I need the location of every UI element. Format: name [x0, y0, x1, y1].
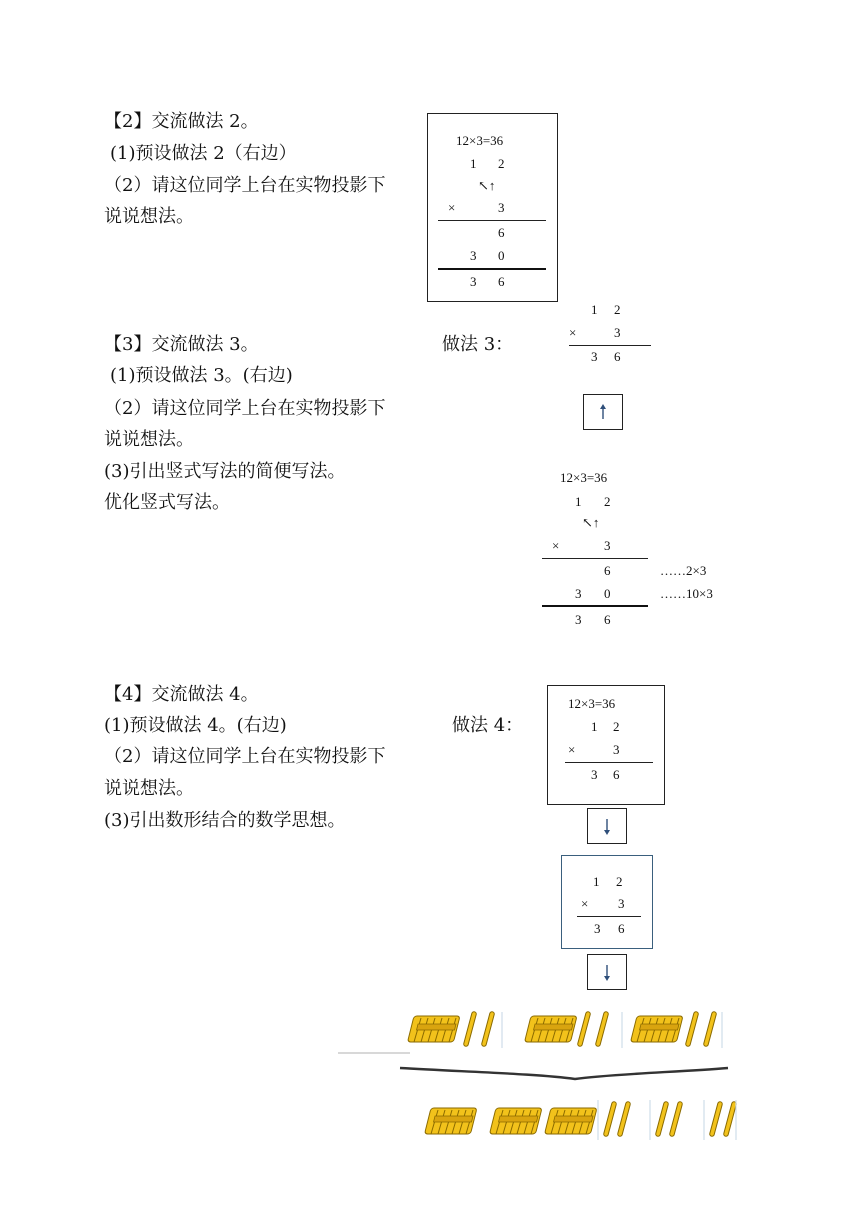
method2-sum-tens: 3 — [470, 274, 477, 289]
method3-detail-partial2-ones: 0 — [604, 586, 611, 601]
method3-label: 做法 3： — [442, 334, 514, 355]
stick-bundle-icon — [425, 1108, 477, 1134]
method2-arrows: ↖↑ — [478, 178, 496, 193]
method3-detail-partial2-tens: 3 — [575, 586, 582, 601]
section2-step2: （2）请这位同学上台在实物投影下 — [104, 175, 386, 196]
section2-title: 【2】交流做法 2。 — [104, 111, 259, 132]
method2-equation: 12×3=36 — [456, 133, 504, 148]
stick-bundle-icon — [490, 1108, 542, 1134]
single-stick-icon — [658, 1104, 666, 1134]
single-stick-icon — [620, 1104, 628, 1134]
method2-digit-ones: 2 — [498, 156, 505, 171]
single-stick-icon — [672, 1104, 680, 1134]
method3-detail-arrows: ↖↑ — [582, 515, 600, 530]
section3-step1: (1)预设做法 3。(右边) — [110, 365, 293, 386]
method2-partial2-tens: 3 — [470, 248, 477, 263]
method2-digit-tens: 1 — [470, 156, 477, 171]
section3-step2-cont: 说说想法。 — [104, 429, 194, 450]
single-stick-icon — [580, 1014, 588, 1044]
stick-bundle-icon — [631, 1016, 683, 1042]
method4-times-sign: × — [568, 742, 576, 757]
single-stick-icon — [606, 1104, 614, 1134]
section3-step2: （2）请这位同学上台在实物投影下 — [104, 398, 386, 419]
method4b-sum-tens: 3 — [594, 921, 601, 936]
section4-step2-cont: 说说想法。 — [104, 778, 194, 799]
method3-sum-ones: 6 — [614, 349, 621, 364]
method3-times-sign: × — [569, 325, 577, 340]
method3-digit-tens: 1 — [591, 302, 598, 317]
method3-detail-equation: 12×3=36 — [560, 470, 608, 485]
method2-times-sign: × — [448, 200, 456, 215]
method2-partial1: 6 — [498, 225, 505, 240]
method4-sum-ones: 6 — [613, 767, 620, 782]
single-stick-icon — [712, 1104, 720, 1134]
section4-step2: （2）请这位同学上台在实物投影下 — [104, 746, 386, 767]
single-stick-icon — [706, 1014, 714, 1044]
method3-detail-sum-tens: 3 — [575, 612, 582, 627]
section4-title: 【4】交流做法 4。 — [104, 684, 259, 705]
method3-detail-times-sign: × — [552, 538, 560, 553]
method3-digit-ones: 2 — [614, 302, 621, 317]
single-stick-icon — [598, 1014, 606, 1044]
method4b-multiplier: 3 — [618, 896, 625, 911]
method2-partial2-ones: 0 — [498, 248, 505, 263]
method2-sum-ones: 6 — [498, 274, 505, 289]
method4-sum-tens: 3 — [591, 767, 598, 782]
section4-step1: (1)预设做法 4。(右边) — [104, 715, 287, 736]
method4b-digit-ones: 2 — [616, 874, 623, 889]
section2-step2-cont: 说说想法。 — [104, 206, 194, 227]
single-stick-icon — [688, 1014, 696, 1044]
method3-sum-tens: 3 — [591, 349, 598, 364]
method3-detail-note2: ……10×3 — [660, 586, 713, 601]
method4b-digit-tens: 1 — [593, 874, 600, 889]
method4-digit-ones: 2 — [613, 719, 620, 734]
section3-step3: (3)引出竖式写法的简便写法。 — [104, 461, 346, 482]
stick-bundle-icon — [545, 1108, 597, 1134]
single-stick-icon — [466, 1014, 474, 1044]
method4b-sum-ones: 6 — [618, 921, 625, 936]
section3-step4: 优化竖式写法。 — [104, 492, 230, 513]
section2-step1: (1)预设做法 2（右边） — [110, 143, 297, 164]
method4b-times-sign: × — [581, 896, 589, 911]
method3-detail-partial1: 6 — [604, 563, 611, 578]
single-stick-icon — [726, 1104, 734, 1134]
method4-multiplier: 3 — [613, 742, 620, 757]
section3-title: 【3】交流做法 3。 — [104, 334, 259, 355]
stick-bundle-icon — [525, 1016, 577, 1042]
single-stick-icon — [484, 1014, 492, 1044]
method3-multiplier: 3 — [614, 325, 621, 340]
method4-digit-tens: 1 — [591, 719, 598, 734]
method3-detail-digit-ones: 2 — [604, 494, 611, 509]
method2-multiplier: 3 — [498, 200, 505, 215]
method3-detail-multiplier: 3 — [604, 538, 611, 553]
method4-label: 做法 4： — [452, 715, 524, 736]
method4-equation: 12×3=36 — [568, 696, 616, 711]
method3-detail-digit-tens: 1 — [575, 494, 582, 509]
section4-step3: (3)引出数形结合的数学思想。 — [104, 810, 346, 831]
method3-detail-sum-ones: 6 — [604, 612, 611, 627]
method3-detail-note1: ……2×3 — [660, 563, 707, 578]
stick-bundle-icon — [408, 1016, 460, 1042]
